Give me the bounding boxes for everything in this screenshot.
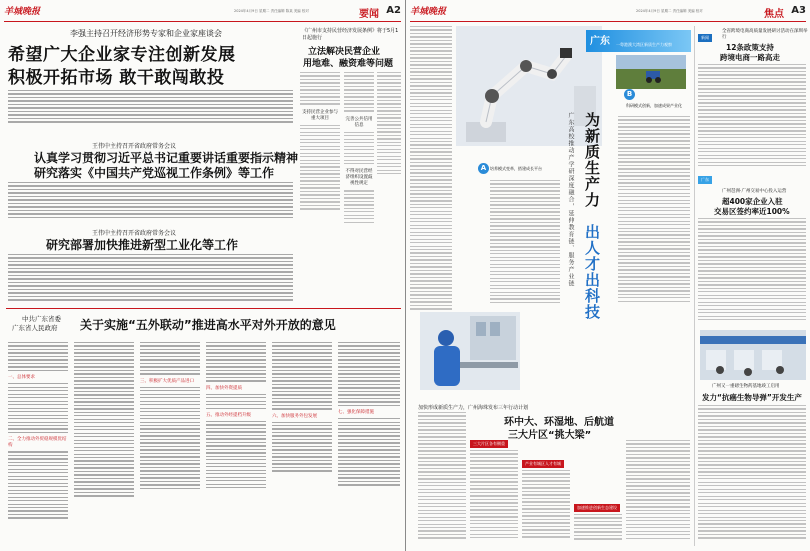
side-story-body-col1 xyxy=(300,72,340,300)
right-bottom-body xyxy=(698,405,806,547)
bottom-tag-1: 三大片区各有侧重 xyxy=(470,440,508,448)
right-mid-kicker: 广州琶洲·广州交易中心投入运营 xyxy=(722,189,787,194)
section-divider xyxy=(6,308,401,309)
story3-kicker: 王伟中主持召开省政府常务会议 xyxy=(92,230,177,237)
bottom-body-col5 xyxy=(626,440,690,547)
story1-headline-line2: 积极开拓市场 敢干敢闯敢投 xyxy=(8,68,225,88)
bottom-story-kicker: 加快形成新质生产力，广州海珠发布三年行动计划 xyxy=(418,405,529,411)
story1-body xyxy=(8,90,293,130)
policy-subsection-2: 二、全力推动外贸稳规模优结构 xyxy=(8,437,67,449)
right-bottom-kicker: 广州又一重磅生物药基地竣工启用 xyxy=(712,384,780,389)
policy-body-col2 xyxy=(74,342,134,547)
story3-body xyxy=(8,254,293,306)
policy-subsection-5: 五、推动外经提档升级 xyxy=(206,412,251,418)
story3-headline: 研究部署加快推进新型工业化等工作 xyxy=(46,238,239,252)
publisher-line2: 广东省人民政府 xyxy=(12,324,58,332)
policy-body-col5 xyxy=(272,342,332,547)
bottom-body-col4 xyxy=(574,514,622,547)
right-mid-headline-line2: 交易区签约率近100% xyxy=(714,207,790,216)
robot-arm-photo xyxy=(456,26,602,146)
right-top-kicker: 全省跨境电商高质量发展研讨活动在深圳举行 xyxy=(722,29,808,40)
tractor-illustration xyxy=(616,55,686,89)
story2-headline-line1: 认真学习贯彻习近平总书记重要讲话重要指示精神 xyxy=(34,151,299,165)
side-subhead-3: 不得对民营经济组织设置歧视性规定 xyxy=(345,169,373,187)
right-bottom-headline: 发力“抗癌生物导弹”开发生产 xyxy=(702,393,802,402)
policy-body-col4 xyxy=(206,342,266,547)
trade-hall-illustration xyxy=(700,330,806,380)
story1-headline-line1: 希望广大企业家专注创新发展 xyxy=(8,45,236,65)
lab-researcher-photo xyxy=(420,312,520,390)
masthead xyxy=(410,2,806,22)
policy-subsection-6: 六、加快服务外包发展 xyxy=(272,413,317,419)
lab-illustration xyxy=(420,312,520,390)
trade-hall-photo xyxy=(700,330,806,380)
feature-subheadline: 广东高校推动产学研深度融合，延伸教育链、服务产业链 xyxy=(567,112,574,287)
right-mid-headline-line1: 超400家企业入驻 xyxy=(722,197,783,206)
story1-kicker: 李强主持召开经济形势专家和企业家座谈会 xyxy=(70,29,222,38)
feature-banner-text: 一粤港澳大湾区新质生产力观察 xyxy=(616,42,672,47)
policy-subsection-7: 七、强化保障措施 xyxy=(338,410,374,416)
feature-body-col1 xyxy=(410,26,452,311)
feature-banner-badge: 广东 xyxy=(590,36,610,47)
section-b-badge: B xyxy=(624,89,635,100)
section-name: 要闻 xyxy=(359,9,379,20)
story2-body xyxy=(8,182,293,224)
newspaper-logo: 羊城晚报 xyxy=(410,7,447,17)
bottom-body-col2 xyxy=(470,450,518,547)
bottom-body-col1 xyxy=(418,412,466,547)
section-a-badge: A xyxy=(478,163,489,174)
right-top-headline-line1: 12条政策支持 xyxy=(726,43,774,52)
side-story-kicker: 《广州市支持民营经济发展条例》将于5月1日起施行 xyxy=(302,28,399,41)
policy-subsection-4: 四、加快外资提质 xyxy=(206,385,242,391)
policy-body-col3 xyxy=(140,342,200,547)
dateline: 2024年4月9日 星期二 责任编辑 陈某 美编 校对 xyxy=(234,9,309,13)
section-b-callout: 科研模式创新，加速成果产业化 xyxy=(626,103,682,108)
bottom-story-headline-line1: 环中大、环湿地、后航道 xyxy=(504,417,614,428)
section-a-callout: 培养模式变革，搭建成长平台 xyxy=(490,166,542,171)
right-mid-badge: 广东 xyxy=(698,176,712,184)
side-subhead-1: 支持民营企业参与重大项目 xyxy=(302,109,338,121)
feature-headline-part1: 为新质生产力 xyxy=(583,112,601,208)
page-number: A3 xyxy=(791,5,806,16)
policy-subsection-3: 三、积极扩大优质产品进口 xyxy=(140,378,194,384)
column-divider xyxy=(694,26,695,546)
bottom-tag-2: 产业有城区人才有城 xyxy=(522,460,564,468)
page-number: A2 xyxy=(386,5,401,16)
section-name: 焦点 xyxy=(764,9,784,20)
right-top-headline-line2: 跨境电商一路高走 xyxy=(720,53,780,62)
policy-subsection-1: 一、总体要求 xyxy=(8,375,35,381)
story2-headline-line2: 研究落实《中国共产党巡视工作条例》等工作 xyxy=(34,166,275,180)
side-story-headline-line1: 立法解决民营企业 xyxy=(308,47,381,57)
masthead xyxy=(4,2,401,22)
side-story-body-col3 xyxy=(377,72,401,300)
newspaper-logo: 羊城晚报 xyxy=(4,7,41,17)
farmland-photo xyxy=(616,55,686,89)
policy-headline: 关于实施“五外联动”推进高水平对外开放的意见 xyxy=(80,318,336,332)
policy-body-col1 xyxy=(8,342,68,547)
newspaper-page-a3 xyxy=(406,0,810,551)
side-subhead-2: 完善公共信用信息 xyxy=(345,116,373,128)
story2-kicker: 王伟中主持召开省政府常务会议 xyxy=(92,143,177,150)
bottom-body-col3 xyxy=(522,470,570,547)
robot-arm-illustration xyxy=(456,26,602,146)
feature-headline-part2: 出人才出科技 xyxy=(583,224,601,320)
bottom-tag-3: 加速推进创新生态建设 xyxy=(574,504,620,512)
policy-body-col6 xyxy=(338,342,400,547)
publisher-line1: 中共广东省委 xyxy=(22,315,61,323)
right-news-badge: 新闻 xyxy=(698,34,712,42)
feature-body-col3 xyxy=(618,116,690,311)
side-story-headline-line2: 用地难、融资难等问题 xyxy=(303,59,394,69)
right-mid-body xyxy=(698,218,806,326)
right-top-body xyxy=(698,64,806,172)
bottom-story-headline-line2: 三大片区“挑大梁” xyxy=(508,430,592,441)
dateline: 2024年4月9日 星期二 责任编辑 美编 校对 xyxy=(636,9,703,13)
feature-body-col2 xyxy=(490,180,560,310)
feature-banner xyxy=(586,30,691,52)
side-story-body-col2 xyxy=(344,72,374,300)
